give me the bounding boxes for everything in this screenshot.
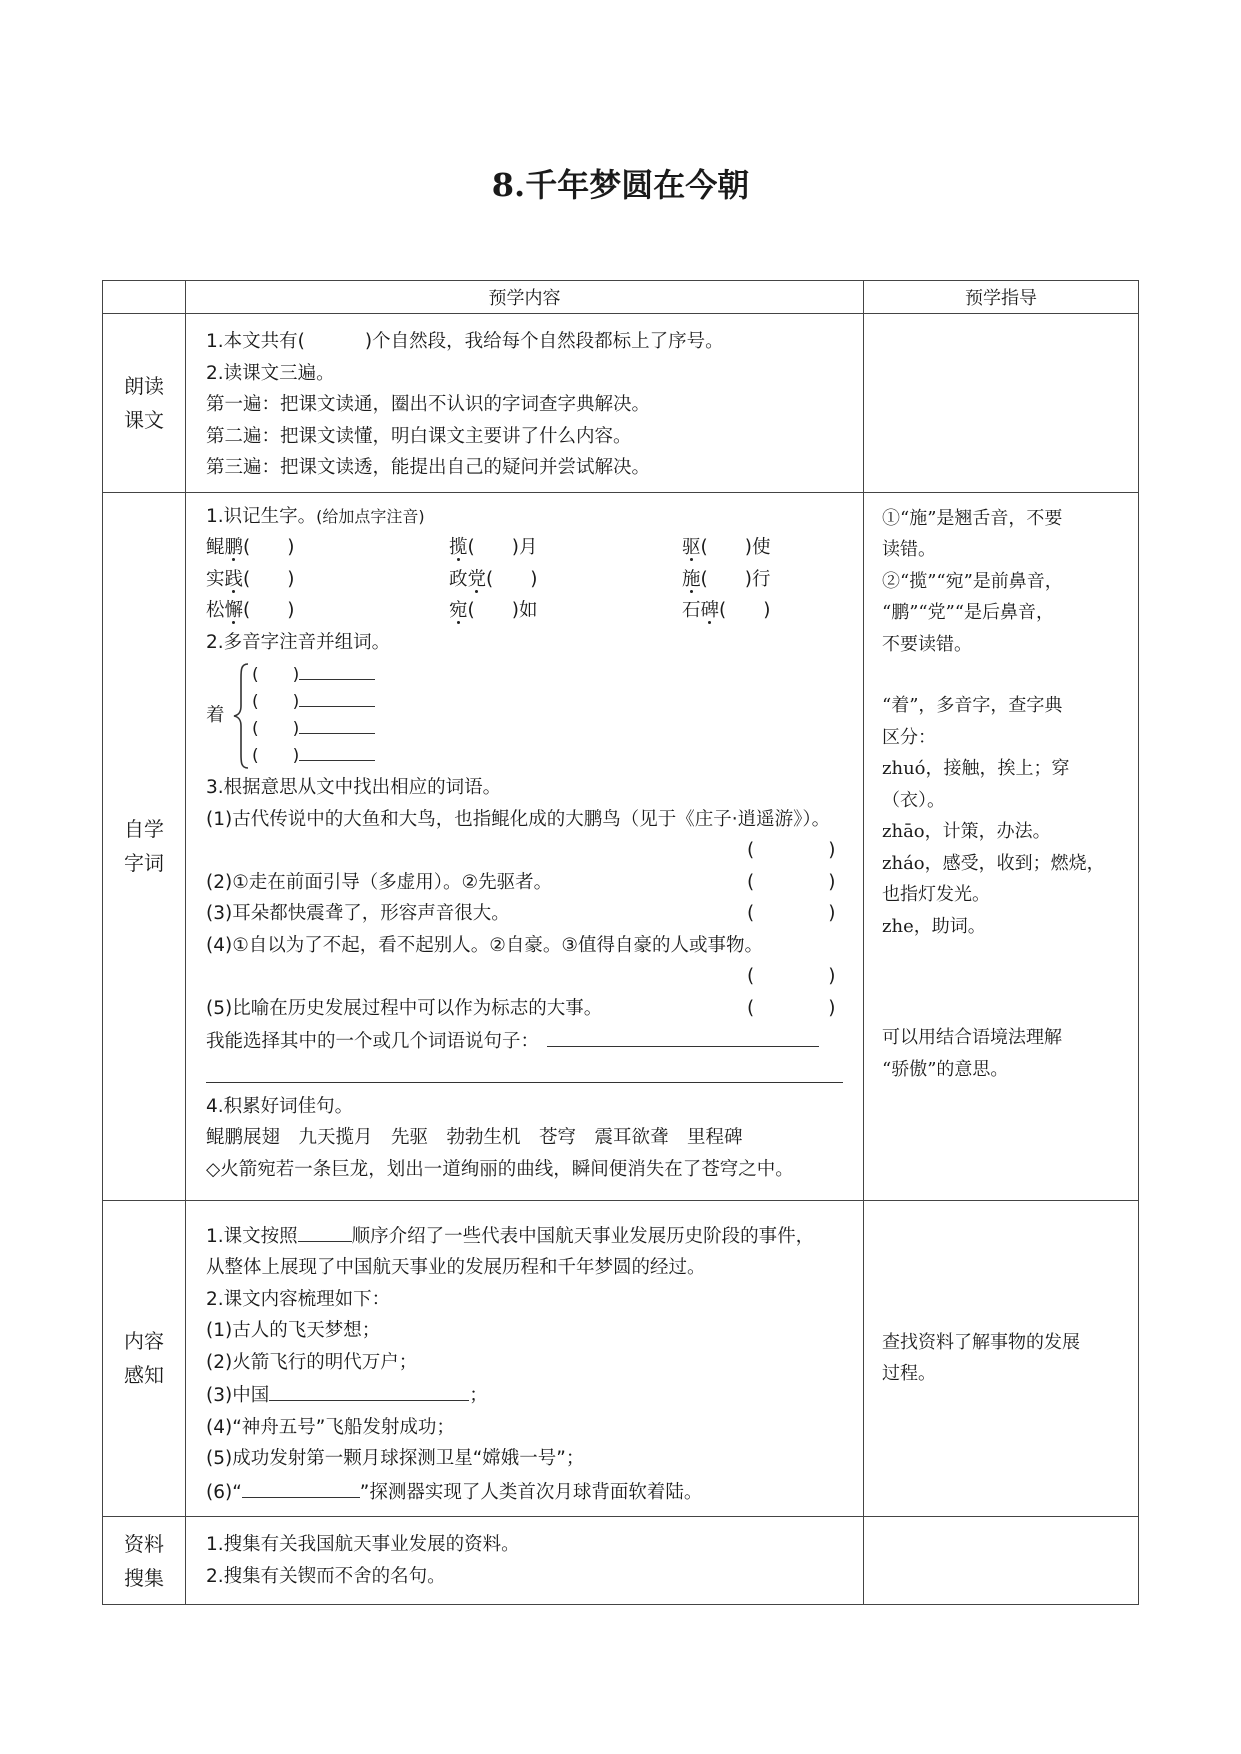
row-label-content	[103, 1200, 186, 1517]
dotted-char: 践	[224, 568, 244, 590]
char-grid	[206, 532, 843, 627]
answer-line	[547, 1024, 819, 1047]
pinyin-paren: ( )	[700, 568, 752, 590]
answer-paren: ( )	[747, 966, 836, 987]
brace-icon	[232, 662, 250, 770]
char-text: 行	[751, 568, 771, 590]
dotted-char: 施	[682, 568, 701, 590]
text: (给加点字注音)	[316, 506, 425, 526]
content-perception	[186, 1200, 864, 1517]
question-2: (2)①走在前面引导（多虚用）。②先驱者。	[206, 871, 553, 893]
guide-line: ②“揽”“宛”是前鼻音，	[882, 570, 1063, 592]
guide-line: “骄傲”的意思。	[882, 1058, 1009, 1080]
row-label-line: 内容	[124, 1329, 164, 1354]
char-text: 鲲	[206, 537, 225, 558]
question-row	[206, 993, 843, 1025]
polyphone-lines	[252, 662, 375, 770]
polyphone-line	[252, 662, 375, 689]
sentence-prompt: 我能选择其中的一个或几个词语说句子：	[206, 1031, 540, 1052]
answer-line	[299, 744, 375, 761]
text: 2.课文内容梳理如下：	[206, 1288, 391, 1310]
char-text: 月	[518, 537, 538, 558]
answer-box	[206, 961, 843, 993]
pinyin-paren: ( )	[467, 537, 519, 558]
question-4: (4)①自以为了不起，看不起别人。②自豪。③值得自豪的人或事物。	[206, 934, 763, 956]
char-text: 石	[682, 600, 701, 621]
polyphone-block	[206, 662, 843, 770]
text: 4.积累好词佳句。	[206, 1095, 354, 1117]
guide-line: 过程。	[882, 1363, 936, 1385]
answer-line	[299, 690, 375, 707]
question-3: (3)耳朵都快震聋了，形容声音很大。	[206, 903, 510, 924]
text: (6)“	[206, 1481, 242, 1503]
text: 1.识记生字。	[206, 505, 317, 527]
text: 1.课文按照	[206, 1225, 298, 1247]
pinyin-paren: ( )	[243, 568, 295, 590]
text: (4)“神舟五号”飞船发射成功；	[206, 1416, 455, 1438]
text: 第二遍：把课文读懂，明白课文主要讲了什么内容。	[206, 425, 632, 447]
header-corner	[103, 281, 186, 314]
answer-paren: ( )	[747, 997, 836, 1019]
answer-line	[206, 1060, 843, 1083]
row-label-reading	[103, 314, 186, 493]
guide-line: 不要读错。	[882, 633, 972, 655]
dotted-char: 党	[467, 568, 487, 590]
question-1: (1)古代传说中的大鱼和大鸟，也指鲲化成的大鹏鸟（见于《庄子·逍遥游》）。	[206, 808, 831, 830]
text: 1.本文共有(	[206, 331, 305, 352]
text: 2.读课文三遍。	[206, 362, 335, 384]
polyphone-char: 着	[206, 705, 225, 727]
row-label-line: 课文	[124, 407, 164, 432]
guide-line: zhuó，接触，挨上；穿（衣）。	[882, 758, 1070, 811]
pinyin-paren: ( )	[719, 600, 771, 621]
char-text: 实	[206, 568, 225, 590]
guide-line: 查找资料了解事物的发展	[882, 1331, 1080, 1353]
char-text: 使	[751, 537, 771, 558]
row-reading	[103, 314, 1139, 493]
pinyin-paren: ( )	[243, 537, 295, 558]
row-label-collect	[103, 1517, 186, 1605]
content-guide	[864, 1200, 1139, 1517]
guide-line: “鹏”“党”“是后鼻音，	[882, 602, 1055, 623]
text: ；	[469, 1385, 488, 1406]
char-item	[206, 595, 449, 627]
text: (1)古人的飞天梦想；	[206, 1320, 381, 1341]
self-study-content	[186, 492, 864, 1200]
header-guide: 预学指导	[864, 281, 1139, 314]
row-content-perception	[103, 1200, 1139, 1517]
collect-guide	[864, 1517, 1139, 1605]
guide-line: 区分：	[882, 726, 936, 748]
text: (3)中国	[206, 1385, 270, 1406]
answer-line	[269, 1378, 469, 1401]
answer-line	[299, 717, 375, 734]
guide-line: zhāo，计策，办法。	[882, 821, 1051, 842]
text: 第三遍：把课文读透，能提出自己的疑问并尝试解决。	[206, 457, 651, 478]
char-item	[449, 532, 682, 564]
table-header-row	[103, 281, 1139, 314]
row-label-line: 自学	[124, 817, 164, 841]
row-label-line: 搜集	[124, 1565, 164, 1590]
char-item	[206, 532, 449, 564]
row-self-study	[103, 492, 1139, 1200]
answer-paren: ( )	[747, 903, 836, 924]
polyphone-line	[252, 689, 375, 716]
question-row	[206, 898, 843, 930]
row-label-line: 字词	[124, 851, 164, 875]
spacer	[882, 942, 1120, 1022]
text: )个自然段，我给每个自然段都标上了序号。	[364, 331, 724, 352]
pinyin-paren: ( )	[252, 746, 300, 766]
header-content: 预学内容	[186, 281, 864, 314]
pinyin-paren: ( )	[486, 568, 538, 590]
char-item	[206, 564, 449, 596]
text: 3.根据意思从文中找出相应的词语。	[206, 777, 502, 798]
char-text: 如	[518, 600, 538, 621]
dotted-char: 驱	[682, 537, 701, 558]
guide-line: “着”，多音字，查字典	[882, 695, 1063, 716]
row-collect	[103, 1517, 1139, 1605]
answer-paren: ( )	[747, 840, 836, 861]
pinyin-paren: ( )	[467, 600, 519, 621]
text: ”探测器实现了人类首次月球背面软着陆。	[359, 1481, 703, 1503]
guide-line: ①“施”是翘舌音，不要	[882, 507, 1063, 529]
text: 1.搜集有关我国航天事业发展的资料。	[206, 1534, 520, 1555]
guide-line: zháo，感受，收到；燃烧，	[882, 852, 1105, 874]
page-title: 8.千年梦圆在今朝	[491, 166, 750, 204]
preview-table	[102, 280, 1139, 1605]
question-5: (5)比喻在历史发展过程中可以作为标志的大事。	[206, 997, 603, 1019]
answer-line	[298, 1219, 352, 1242]
good-sentence: ◇火箭宛若一条巨龙，划出一道绚丽的曲线，瞬间便消失在了苍穹之中。	[206, 1158, 794, 1180]
polyphone-line	[252, 743, 375, 770]
guide-line: 读错。	[882, 539, 936, 560]
self-study-guide	[864, 492, 1139, 1200]
text: 第一遍：把课文读通，圈出不认识的字词查字典解决。	[206, 394, 651, 415]
answer-line	[242, 1475, 360, 1498]
text: 顺序介绍了一些代表中国航天事业发展历史阶段的事件，	[351, 1225, 815, 1247]
pinyin-paren: ( )	[700, 537, 752, 558]
dotted-char: 揽	[449, 537, 468, 558]
row-label-self-study	[103, 492, 186, 1200]
collect-content	[186, 1517, 864, 1605]
guide-line: zhe，助词。	[882, 915, 986, 937]
guide-line: 可以用结合语境法理解	[882, 1027, 1062, 1048]
char-item	[449, 564, 682, 596]
polyphone-line	[252, 716, 375, 743]
dotted-char: 懈	[224, 600, 244, 621]
guide-line: 也指灯发光。	[882, 884, 990, 905]
text: 2.多音字注音并组词。	[206, 631, 391, 653]
pinyin-paren: ( )	[243, 600, 295, 621]
dotted-char: 宛	[449, 600, 468, 621]
text: (5)成功发射第一颗月球探测卫星“嫦娥一号”；	[206, 1448, 585, 1469]
char-text: 松	[206, 600, 225, 621]
text: 从整体上展现了中国航天事业的发展历程和千年梦圆的经过。	[206, 1257, 706, 1278]
good-words: 鲲鹏展翅 九天揽月 先驱 勃勃生机 苍穹 震耳欲聋 里程碑	[206, 1127, 743, 1148]
dotted-char: 碑	[700, 600, 720, 621]
text: 2.搜集有关锲而不舍的名句。	[206, 1565, 446, 1587]
dotted-char: 鹏	[224, 537, 244, 558]
question-row	[206, 867, 843, 899]
reading-content	[186, 314, 864, 493]
answer-paren: ( )	[747, 871, 836, 893]
reading-guide	[864, 314, 1139, 493]
row-label-line: 资料	[124, 1531, 164, 1556]
spacer	[882, 660, 1120, 690]
pinyin-paren: ( )	[252, 692, 300, 712]
text: (2)火箭飞行的明代万户；	[206, 1351, 418, 1373]
pinyin-paren: ( )	[252, 665, 300, 685]
char-text: 政	[449, 568, 468, 590]
char-item	[449, 595, 682, 627]
row-label-line: 朗读	[124, 373, 164, 398]
answer-line	[299, 663, 375, 680]
row-label-line: 感知	[124, 1363, 164, 1388]
pinyin-paren: ( )	[252, 719, 300, 739]
answer-box	[206, 835, 843, 867]
